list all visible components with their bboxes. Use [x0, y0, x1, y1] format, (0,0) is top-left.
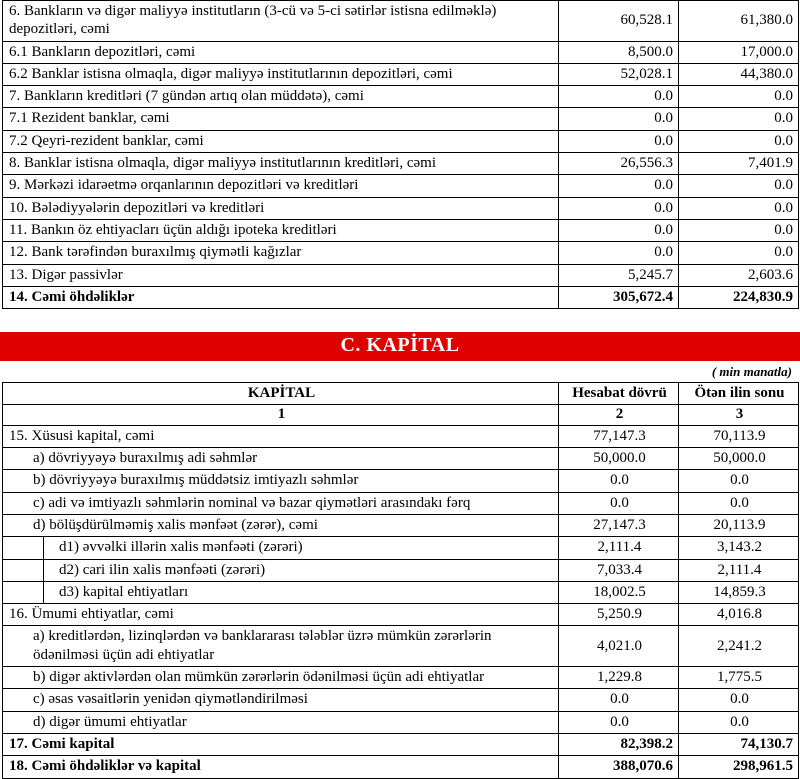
row-value-previous: 2,241.2 [679, 626, 799, 667]
row-label: 7. Bankların kreditləri (7 gündən artıq olan müddətə), cəmi [3, 86, 559, 108]
liabilities-table [2, 0, 799, 309]
row-value-previous: 0.0 [679, 470, 799, 492]
row-label: d) bölüşdürülməmiş xalis mənfəət (zərər), cəmi [3, 514, 559, 536]
unit-note: ( min manatla) [711, 364, 792, 380]
table-row [3, 559, 799, 581]
table-row [3, 492, 799, 514]
table-row [3, 604, 799, 626]
row-value-current: 0.0 [559, 470, 679, 492]
row-value-previous: 44,380.0 [679, 63, 799, 85]
row-value-previous: 70,113.9 [679, 425, 799, 447]
table-row [3, 711, 799, 733]
table-row [3, 448, 799, 470]
table-row [3, 470, 799, 492]
row-value-current: 0.0 [559, 175, 679, 197]
table-row [3, 626, 799, 667]
section-banner-capital: C. KAPİTAL [0, 332, 800, 361]
row-label: 15. Xüsusi kapital, cəmi [3, 425, 559, 447]
table-row-total-liabilities [3, 286, 799, 308]
row-value-previous: 0.0 [679, 108, 799, 130]
row-label: 6. Bankların və digər maliyyə institutların (3-cü və 5-ci sətirlər istisna edilməklə) depozitləri, cəmi [3, 1, 559, 42]
table-row-total-capital [3, 733, 799, 755]
row-value-previous: 0.0 [679, 219, 799, 241]
row-label: 12. Bank tərəfindən buraxılmış qiymətli kağızlar [3, 242, 559, 264]
row-value-previous: 2,111.4 [679, 559, 799, 581]
row-value-current: 18,002.5 [559, 581, 679, 603]
row-value-previous: 50,000.0 [679, 448, 799, 470]
table-row [3, 197, 799, 219]
row-value-current: 4,021.0 [559, 626, 679, 667]
row-label: 7.1 Rezident banklar, cəmi [3, 108, 559, 130]
row-value-previous: 0.0 [679, 492, 799, 514]
row-value-previous: 1,775.5 [679, 667, 799, 689]
row-value-previous: 224,830.9 [679, 286, 799, 308]
row-value-previous: 2,603.6 [679, 264, 799, 286]
row-value-previous: 0.0 [679, 711, 799, 733]
row-value-previous: 4,016.8 [679, 604, 799, 626]
table-row [3, 41, 799, 63]
header-kapital: KAPİTAL [3, 383, 559, 405]
row-value-previous: 74,130.7 [679, 733, 799, 755]
row-value-current: 0.0 [559, 197, 679, 219]
row-value-current: 0.0 [559, 108, 679, 130]
row-label: c) adi və imtiyazlı səhmlərin nominal və bazar qiymətləri arasındakı fərq [3, 492, 559, 514]
table-row [3, 514, 799, 536]
row-value-current: 0.0 [559, 130, 679, 152]
table-row [3, 689, 799, 711]
row-value-current: 0.0 [559, 492, 679, 514]
row-value-previous: 14,859.3 [679, 581, 799, 603]
row-value-current: 0.0 [559, 242, 679, 264]
row-value-current: 1,229.8 [559, 667, 679, 689]
row-value-current: 52,028.1 [559, 63, 679, 85]
row-value-current: 5,245.7 [559, 264, 679, 286]
table-row [3, 153, 799, 175]
table-row [3, 63, 799, 85]
row-label: 11. Bankın öz ehtiyacları üçün aldığı ipoteka kreditləri [3, 219, 559, 241]
row-label: 6.1 Bankların depozitləri, cəmi [3, 41, 559, 63]
table-row [3, 108, 799, 130]
capital-table [2, 382, 799, 778]
row-label: b) dövriyyəyə buraxılmış müddətsiz imtiyazlı səhmlər [3, 470, 559, 492]
row-value-current: 7,033.4 [559, 559, 679, 581]
row-value-current: 5,250.9 [559, 604, 679, 626]
row-value-current: 50,000.0 [559, 448, 679, 470]
row-label: 16. Ümumi ehtiyatlar, cəmi [3, 604, 559, 626]
row-label: d) digər ümumi ehtiyatlar [3, 711, 559, 733]
row-value-previous: 0.0 [679, 86, 799, 108]
row-value-previous: 0.0 [679, 130, 799, 152]
subheader-col-2: 2 [559, 405, 679, 425]
subheader-col-1: 1 [3, 405, 559, 425]
row-value-previous: 298,961.5 [679, 756, 799, 778]
header-end-of-last-year: Ötən ilin sonu [679, 383, 799, 405]
row-label: 18. Cəmi öhdəliklər və kapital [3, 756, 559, 778]
row-value-previous: 0.0 [679, 242, 799, 264]
subheader-col-3: 3 [679, 405, 799, 425]
table-row [3, 86, 799, 108]
table-subheader-row [3, 405, 799, 425]
table-row [3, 175, 799, 197]
row-value-current: 60,528.1 [559, 1, 679, 42]
row-label: d2) cari ilin xalis mənfəəti (zərəri) [3, 559, 559, 581]
row-label: a) dövriyyəyə buraxılmış adi səhmlər [3, 448, 559, 470]
row-value-previous: 61,380.0 [679, 1, 799, 42]
table-row [3, 667, 799, 689]
row-value-current: 2,111.4 [559, 537, 679, 559]
row-value-previous: 3,143.2 [679, 537, 799, 559]
row-label: d1) əvvəlki illərin xalis mənfəəti (zərəri) [3, 537, 559, 559]
row-value-current: 82,398.2 [559, 733, 679, 755]
row-value-previous: 20,113.9 [679, 514, 799, 536]
row-label: 13. Digər passivlər [3, 264, 559, 286]
row-value-current: 0.0 [559, 86, 679, 108]
row-value-current: 388,070.6 [559, 756, 679, 778]
table-row [3, 242, 799, 264]
row-label: 14. Cəmi öhdəliklər [3, 286, 559, 308]
row-value-current: 27,147.3 [559, 514, 679, 536]
row-value-current: 77,147.3 [559, 425, 679, 447]
row-value-previous: 0.0 [679, 175, 799, 197]
header-reporting-period: Hesabat dövrü [559, 383, 679, 405]
row-label: a) kreditlərdən, lizinqlərdən və banklararası tələblər üzrə mümkün zərərlərin ödənilməsi üçün adi ehtiyatlar [3, 626, 559, 667]
row-label: 7.2 Qeyri-rezident banklar, cəmi [3, 130, 559, 152]
table-row [3, 1, 799, 42]
row-label: b) digər aktivlərdən olan mümkün zərərlərin ödənilməsi üçün adi ehtiyatlar [3, 667, 559, 689]
row-label: 10. Bələdiyyələrin depozitləri və kreditləri [3, 197, 559, 219]
table-row-total-liabilities-and-capital [3, 756, 799, 778]
row-value-current: 0.0 [559, 689, 679, 711]
table-row [3, 581, 799, 603]
table-row [3, 264, 799, 286]
row-value-current: 0.0 [559, 219, 679, 241]
row-label: d3) kapital ehtiyatları [3, 581, 559, 603]
table-row [3, 425, 799, 447]
table-row [3, 537, 799, 559]
row-label: c) əsas vəsaitlərin yenidən qiymətləndirilməsi [3, 689, 559, 711]
row-value-previous: 7,401.9 [679, 153, 799, 175]
row-label: 6.2 Banklar istisna olmaqla, digər maliyyə institutlarının depozitləri, cəmi [3, 63, 559, 85]
row-value-current: 26,556.3 [559, 153, 679, 175]
table-row [3, 130, 799, 152]
row-value-previous: 17,000.0 [679, 41, 799, 63]
row-label: 8. Banklar istisna olmaqla, digər maliyyə institutlarının kreditləri, cəmi [3, 153, 559, 175]
table-row [3, 219, 799, 241]
table-header-row [3, 383, 799, 405]
row-label: 17. Cəmi kapital [3, 733, 559, 755]
row-label: 9. Mərkəzi idarəetmə orqanlarının depozitləri və kreditləri [3, 175, 559, 197]
row-value-current: 305,672.4 [559, 286, 679, 308]
row-value-previous: 0.0 [679, 689, 799, 711]
row-value-current: 8,500.0 [559, 41, 679, 63]
row-value-previous: 0.0 [679, 197, 799, 219]
row-value-current: 0.0 [559, 711, 679, 733]
